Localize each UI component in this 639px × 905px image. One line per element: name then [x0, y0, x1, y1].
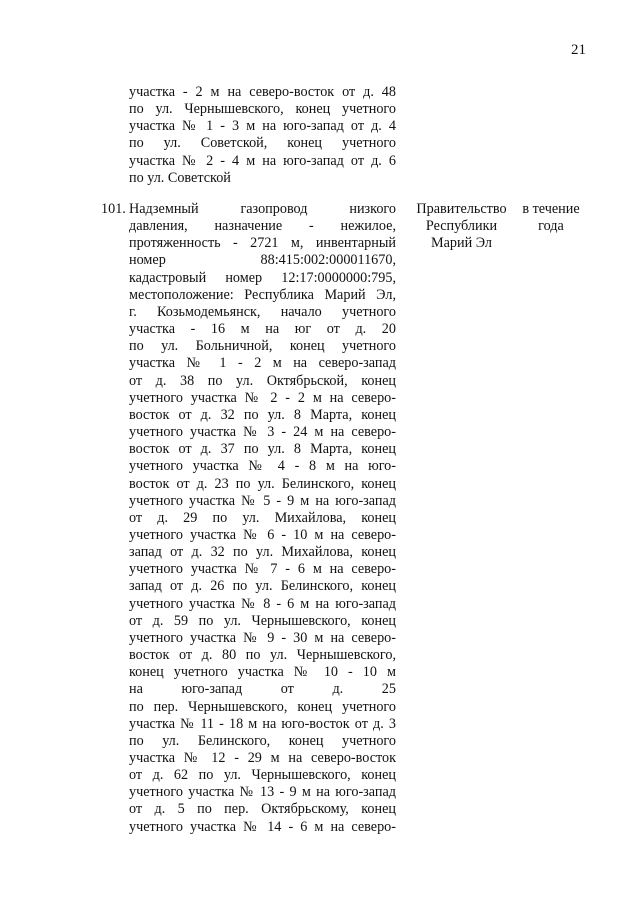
text-line: по ул. Чернышевского, конец учетного	[129, 101, 396, 118]
text-line: давления, назначение - нежилое,	[129, 218, 396, 235]
deadline	[518, 201, 584, 235]
text-line: Марий Эл	[431, 235, 492, 252]
text-line: учетного участка № 6 - 10 м на северо-	[129, 526, 396, 543]
text-line: участка № 2 - 4 м на юго-запад от д. 6	[129, 152, 396, 169]
text-line: от д. 38 по ул. Октябрьской, конец	[129, 372, 396, 389]
text-line: конец учетного участка № 10 - 10 м	[129, 664, 396, 681]
text-line: запад от д. 32 по ул. Михайлова, конец	[129, 544, 396, 561]
text-line: учетного участка № 13 - 9 м на юго-запад	[129, 784, 396, 801]
text-line: восток от д. 80 по ул. Чернышевского,	[129, 647, 396, 664]
text-line: восток от д. 37 по ул. 8 Марта, конец	[129, 441, 396, 458]
responsible-party	[412, 201, 511, 252]
text-line: в течение	[522, 201, 580, 217]
text-line: протяженность - 2721 м, инвентарный	[129, 235, 396, 252]
text-line: по ул. Советской	[129, 169, 231, 186]
text-line: Правительство	[416, 201, 507, 217]
text-line: по ул. Больничной, конец учетного	[129, 338, 396, 355]
text-line: участка № 1 - 3 м на юго-запад от д. 4	[129, 118, 396, 135]
text-line: восток от д. 32 по ул. 8 Марта, конец	[129, 406, 396, 423]
text-line: на юго-запад от д. 25	[129, 681, 396, 698]
text-line: учетного участка № 3 - 24 м на северо-	[129, 424, 396, 441]
text-line: от д. 62 по ул. Чернышевского, конец	[129, 767, 396, 784]
text-line: учетного участка № 14 - 6 м на северо-	[129, 818, 396, 835]
continuation-text	[129, 84, 396, 187]
text-line: учетного участка № 5 - 9 м на юго-запад	[129, 492, 396, 509]
text-line: Республики	[425, 218, 498, 235]
text-line: по ул. Советской, конец учетного	[129, 135, 396, 152]
object-description	[129, 201, 396, 836]
text-line: г. Козьмодемьянск, начало учетного	[129, 303, 396, 320]
text-line: Надземный газопровод низкого	[129, 201, 396, 217]
text-line: участка № 1 - 2 м на северо-запад	[129, 355, 396, 372]
text-line: участка - 2 м на северо-восток от д. 48	[129, 84, 396, 100]
text-line: участка № 12 - 29 м на северо-восток	[129, 750, 396, 766]
text-line: учетного участка № 9 - 30 м на северо-	[129, 629, 396, 646]
text-line: от д. 59 по ул. Чернышевского, конец	[129, 612, 396, 629]
text-line: местоположение: Республика Марий Эл,	[129, 286, 396, 303]
row-number: 101.	[101, 201, 126, 217]
text-line: учетного участка № 2 - 2 м на северо-	[129, 389, 396, 406]
text-line: по ул. Белинского, конец учетного	[129, 732, 396, 749]
text-line: учетного участка № 8 - 6 м на юго-запад	[129, 595, 396, 612]
text-line: запад от д. 26 по ул. Белинского, конец	[129, 578, 396, 595]
text-line: учетного участка № 4 - 8 м на юго-	[129, 458, 396, 475]
text-line: восток от д. 23 по ул. Белинского, конец	[129, 475, 396, 492]
text-line: кадастровый номер 12:17:0000000:795,	[129, 269, 396, 286]
text-line: учетного участка № 7 - 6 м на северо-	[129, 561, 396, 578]
text-line: номер 88:415:002:000011670,	[129, 252, 396, 269]
text-line: участка № 11 - 18 м на юго-восток от д. 3	[129, 715, 396, 732]
text-line: от д. 5 по пер. Октябрьскому, конец	[129, 801, 396, 818]
text-line: участка - 16 м на юг от д. 20	[129, 321, 396, 338]
page-number: 21	[571, 42, 586, 58]
text-line: от д. 29 по ул. Михайлова, конец	[129, 509, 396, 526]
text-line: по пер. Чернышевского, конец учетного	[129, 698, 396, 715]
text-line: года	[538, 218, 564, 235]
